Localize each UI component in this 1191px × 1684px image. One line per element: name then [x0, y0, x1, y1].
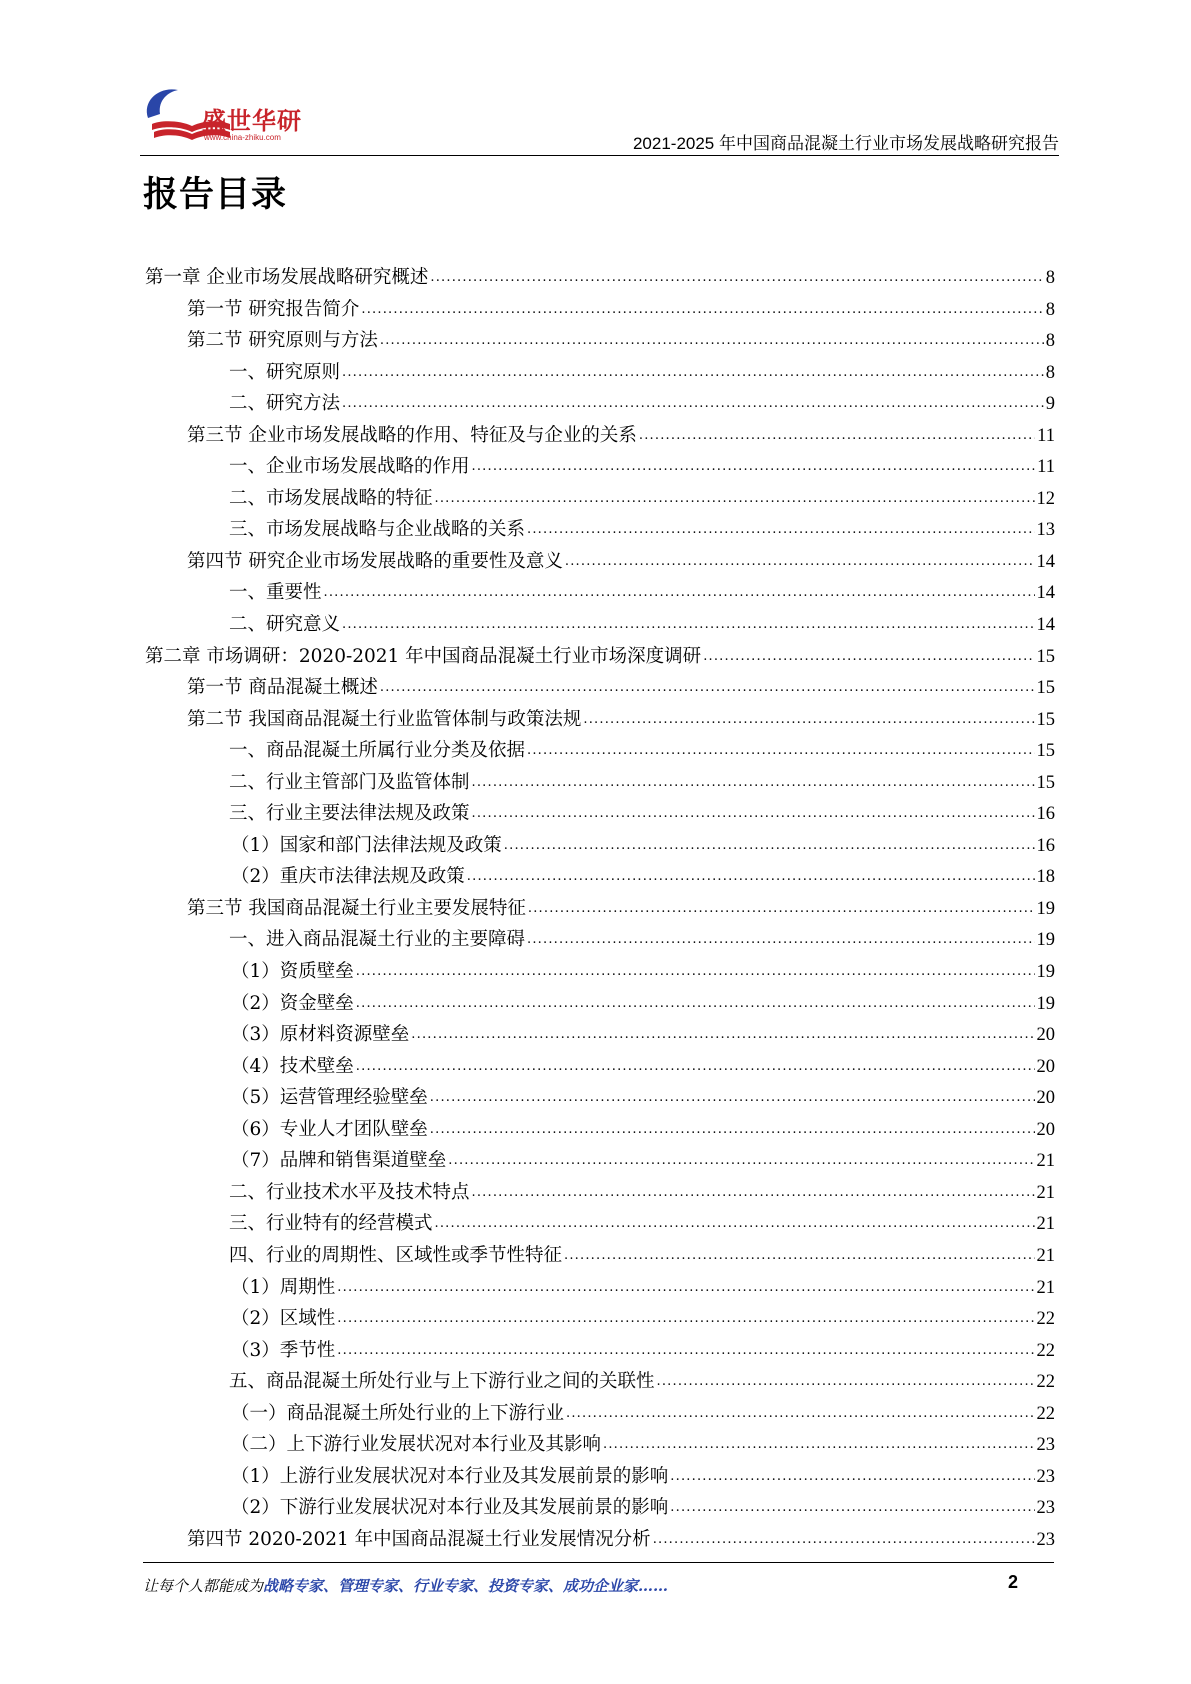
toc-entry[interactable]: [145, 1272, 1055, 1304]
toc-leader-dots: [657, 1364, 1035, 1398]
toc-leader-dots: [448, 1143, 1034, 1177]
toc-entry[interactable]: [145, 830, 1055, 862]
toc-entry[interactable]: [145, 1398, 1055, 1430]
toc-leader-dots: [527, 733, 1034, 767]
toc-entry-label: 第一章 企业市场发展战略研究概述: [145, 267, 429, 288]
toc-entry[interactable]: [145, 893, 1055, 925]
toc-entry-label: 三、行业特有的经营模式: [229, 1213, 433, 1235]
toc-entry-label: 第三节 我国商品混凝土行业主要发展特征: [187, 897, 526, 919]
toc-leader-dots: [435, 1206, 1035, 1240]
toc-leader-dots: [342, 386, 1044, 420]
toc-entry-label: （一）商品混凝土所处行业的上下游行业: [231, 1402, 565, 1424]
toc-entry[interactable]: [145, 609, 1055, 641]
toc-entry-page: 11: [1037, 457, 1055, 478]
toc-entry-label: 三、市场发展战略与企业战略的关系: [229, 519, 526, 541]
toc-leader-dots: [527, 512, 1034, 546]
toc-entry[interactable]: [145, 1366, 1055, 1398]
toc-entry-page: 19: [1036, 930, 1055, 951]
toc-entry[interactable]: [145, 861, 1055, 893]
toc-leader-dots: [670, 1459, 1034, 1493]
toc-entry[interactable]: [145, 1177, 1055, 1209]
toc-entry-label: （3）季节性: [231, 1339, 336, 1361]
toc-entry-label: （二）上下游行业发展状况对本行业及其影响: [231, 1434, 602, 1456]
footer-divider: [143, 1562, 1054, 1563]
toc-entry-page: 19: [1036, 962, 1055, 983]
toc-leader-dots: [565, 544, 1035, 578]
toc-entry-page: 19: [1036, 993, 1055, 1014]
toc-entry-page: 22: [1036, 1340, 1055, 1361]
toc-leader-dots: [361, 292, 1043, 326]
toc-entry[interactable]: [145, 1429, 1055, 1461]
toc-entry-label: （1）上游行业发展状况对本行业及其发展前景的影响: [231, 1465, 669, 1487]
table-of-contents: [145, 262, 1055, 1555]
toc-leader-dots: [356, 1049, 1035, 1083]
toc-leader-dots: [411, 1017, 1034, 1051]
toc-entry[interactable]: [145, 1524, 1055, 1556]
toc-entry[interactable]: [145, 451, 1055, 483]
toc-entry-page: 22: [1036, 1372, 1055, 1393]
toc-entry-page: 8: [1045, 268, 1055, 288]
toc-leader-dots: [342, 607, 1034, 641]
toc-entry-label: （2）资金壁垒: [231, 992, 354, 1014]
toc-leader-dots: [703, 639, 1034, 673]
toc-entry-label: （4）技术壁垒: [231, 1055, 354, 1077]
toc-entry-page: 15: [1036, 741, 1055, 762]
toc-entry-page: 21: [1036, 1151, 1055, 1172]
header-divider: [140, 155, 1059, 156]
toc-leader-dots: [583, 702, 1034, 736]
toc-entry-label: 一、商品混凝土所属行业分类及依据: [229, 740, 526, 762]
toc-entry[interactable]: [145, 1114, 1055, 1146]
toc-entry[interactable]: [145, 1303, 1055, 1335]
footer-slogan: [143, 1575, 668, 1596]
toc-entry[interactable]: [145, 1461, 1055, 1493]
toc-leader-dots: [337, 1301, 1034, 1335]
toc-entry-page: 8: [1045, 299, 1055, 320]
toc-entry[interactable]: [145, 262, 1055, 294]
toc-entry-label: （1）资质壁垒: [231, 961, 354, 983]
page-title: 报告目录: [143, 175, 288, 215]
toc-entry[interactable]: [145, 1240, 1055, 1272]
toc-entry[interactable]: [145, 767, 1055, 799]
toc-entry-page: 20: [1036, 1088, 1055, 1109]
toc-entry-label: （6）专业人才团队壁垒: [231, 1118, 428, 1140]
toc-leader-dots: [337, 1333, 1034, 1367]
toc-leader-dots: [342, 355, 1044, 389]
toc-entry[interactable]: [145, 546, 1055, 578]
toc-leader-dots: [356, 954, 1035, 988]
toc-leader-dots: [324, 575, 1035, 609]
toc-entry-label: （2）重庆市法律法规及政策: [231, 866, 465, 888]
toc-entry-label: 二、行业主管部门及监管体制: [229, 771, 470, 793]
toc-leader-dots: [472, 765, 1035, 799]
toc-entry[interactable]: [145, 956, 1055, 988]
toc-entry-label: 一、重要性: [229, 582, 322, 604]
toc-entry-label: （2）区域性: [231, 1308, 336, 1330]
toc-leader-dots: [430, 1112, 1035, 1146]
toc-entry-label: 二、研究意义: [229, 614, 341, 636]
toc-entry-label: 一、研究原则: [229, 361, 341, 383]
toc-entry-page: 19: [1036, 898, 1055, 919]
toc-entry[interactable]: [145, 357, 1055, 389]
toc-leader-dots: [566, 1396, 1034, 1430]
toc-leader-dots: [653, 1522, 1035, 1556]
toc-entry-label: 二、研究方法: [229, 393, 341, 415]
toc-entry-label: 三、行业主要法律法规及政策: [229, 803, 470, 825]
toc-entry[interactable]: [145, 514, 1055, 546]
toc-entry[interactable]: [145, 924, 1055, 956]
toc-entry-page: 23: [1036, 1498, 1055, 1519]
toc-entry[interactable]: [145, 1019, 1055, 1051]
toc-entry-label: 第二节 我国商品混凝土行业监管体制与政策法规: [187, 708, 582, 730]
toc-entry-page: 20: [1036, 1025, 1055, 1046]
toc-entry[interactable]: [145, 1492, 1055, 1524]
toc-leader-dots: [472, 1175, 1035, 1209]
toc-entry-page: 22: [1036, 1309, 1055, 1330]
toc-entry-page: 8: [1045, 331, 1055, 352]
toc-entry[interactable]: [145, 577, 1055, 609]
toc-entry-page: 15: [1036, 709, 1055, 730]
toc-entry-page: 16: [1036, 835, 1055, 856]
toc-leader-dots: [527, 922, 1034, 956]
toc-entry[interactable]: [145, 1082, 1055, 1114]
toc-leader-dots: [670, 1490, 1034, 1524]
toc-entry-page: 9: [1045, 394, 1055, 415]
toc-entry-label: 二、行业技术水平及技术特点: [229, 1181, 470, 1203]
toc-entry-page: 8: [1045, 362, 1055, 383]
brand-name: 盛世华研: [202, 107, 302, 135]
toc-leader-dots: [472, 796, 1035, 830]
toc-leader-dots: [435, 481, 1035, 515]
toc-entry-page: 21: [1036, 1214, 1055, 1235]
toc-entry-page: 15: [1036, 646, 1055, 667]
toc-entry-label: 第一节 研究报告简介: [187, 298, 360, 320]
toc-entry[interactable]: [145, 483, 1055, 515]
toc-entry-page: 23: [1036, 1466, 1055, 1487]
toc-entry-label: 第三节 企业市场发展战略的作用、特征及与企业的关系: [187, 424, 637, 446]
logo-swoosh-icon: [147, 89, 178, 118]
toc-entry[interactable]: [145, 672, 1055, 704]
toc-entry-page: 21: [1036, 1182, 1055, 1203]
toc-leader-dots: [528, 891, 1035, 925]
toc-entry-label: 一、企业市场发展战略的作用: [229, 456, 470, 478]
toc-leader-dots: [430, 1080, 1035, 1114]
toc-entry-label: 第二节 研究原则与方法: [187, 330, 378, 352]
toc-entry-page: 14: [1036, 551, 1055, 572]
toc-entry[interactable]: [145, 798, 1055, 830]
toc-entry-page: 21: [1036, 1245, 1055, 1266]
toc-entry-page: 23: [1036, 1435, 1055, 1456]
toc-entry-label: （1）国家和部门法律法规及政策: [231, 834, 502, 856]
toc-entry[interactable]: [145, 1051, 1055, 1083]
toc-entry[interactable]: [145, 735, 1055, 767]
toc-entry-label: （5）运营管理经验壁垒: [231, 1087, 428, 1109]
toc-entry-page: 15: [1036, 678, 1055, 699]
toc-entry-page: 20: [1036, 1056, 1055, 1077]
toc-leader-dots: [603, 1427, 1034, 1461]
toc-leader-dots: [472, 449, 1036, 483]
toc-entry-page: 12: [1036, 488, 1055, 509]
toc-entry-label: 第二章 市场调研：2020-2021 年中国商品混凝土行业市场深度调研: [145, 645, 702, 667]
toc-entry-label: （7）品牌和销售渠道壁垒: [231, 1150, 447, 1172]
brand-url: www.china-zhiku.com: [204, 133, 281, 142]
toc-entry-label: 二、市场发展战略的特征: [229, 487, 433, 509]
toc-entry-label: （2）下游行业发展状况对本行业及其发展前景的影响: [231, 1497, 669, 1519]
toc-entry-page: 13: [1036, 520, 1055, 541]
toc-entry-label: （1）周期性: [231, 1276, 336, 1298]
toc-entry-page: 18: [1036, 867, 1055, 888]
toc-entry-label: 第四节 2020-2021 年中国商品混凝土行业发展情况分析: [187, 1528, 651, 1550]
toc-leader-dots: [639, 418, 1035, 452]
toc-entry[interactable]: [145, 325, 1055, 357]
toc-leader-dots: [337, 1270, 1034, 1304]
toc-leader-dots: [564, 1238, 1034, 1272]
footer-slogan-emphasis: 战略专家、管理专家、行业专家、投资专家、成功企业家……: [263, 1577, 669, 1595]
toc-entry-label: 四、行业的周期性、区域性或季节性特征: [229, 1244, 563, 1266]
toc-entry[interactable]: [145, 1208, 1055, 1240]
toc-entry[interactable]: [145, 641, 1055, 673]
toc-entry-page: 16: [1036, 804, 1055, 825]
toc-entry-page: 20: [1036, 1119, 1055, 1140]
toc-entry-page: 14: [1036, 615, 1055, 636]
toc-leader-dots: [504, 828, 1035, 862]
page-number: 2: [1007, 1572, 1018, 1592]
toc-leader-dots: [356, 986, 1035, 1020]
toc-entry-label: 一、进入商品混凝土行业的主要障碍: [229, 929, 526, 951]
toc-entry[interactable]: [145, 420, 1055, 452]
report-title: 2021-2025 年中国商品混凝土行业市场发展战略研究报告: [632, 134, 1059, 153]
toc-entry[interactable]: [145, 988, 1055, 1020]
toc-leader-dots: [467, 859, 1035, 893]
toc-leader-dots: [380, 323, 1044, 357]
toc-entry[interactable]: [145, 704, 1055, 736]
toc-entry[interactable]: [145, 294, 1055, 326]
toc-entry-label: 第一节 商品混凝土概述: [187, 677, 378, 699]
toc-entry[interactable]: [145, 388, 1055, 420]
toc-entry-page: 15: [1036, 772, 1055, 793]
toc-entry-page: 11: [1037, 425, 1055, 446]
toc-entry-page: 14: [1036, 583, 1055, 604]
toc-entry-page: 21: [1036, 1277, 1055, 1298]
toc-entry[interactable]: [145, 1145, 1055, 1177]
toc-leader-dots: [380, 670, 1035, 704]
toc-leader-dots: [430, 260, 1043, 294]
toc-entry-page: 22: [1036, 1403, 1055, 1424]
footer-slogan-prefix: 让每个人都能成为: [143, 1577, 264, 1595]
toc-entry[interactable]: [145, 1335, 1055, 1367]
toc-entry-label: 五、商品混凝土所处行业与上下游行业之间的关联性: [229, 1371, 655, 1393]
toc-entry-label: 第四节 研究企业市场发展战略的重要性及意义: [187, 550, 563, 572]
toc-entry-label: （3）原材料资源壁垒: [231, 1024, 410, 1046]
toc-entry-page: 23: [1036, 1529, 1055, 1550]
